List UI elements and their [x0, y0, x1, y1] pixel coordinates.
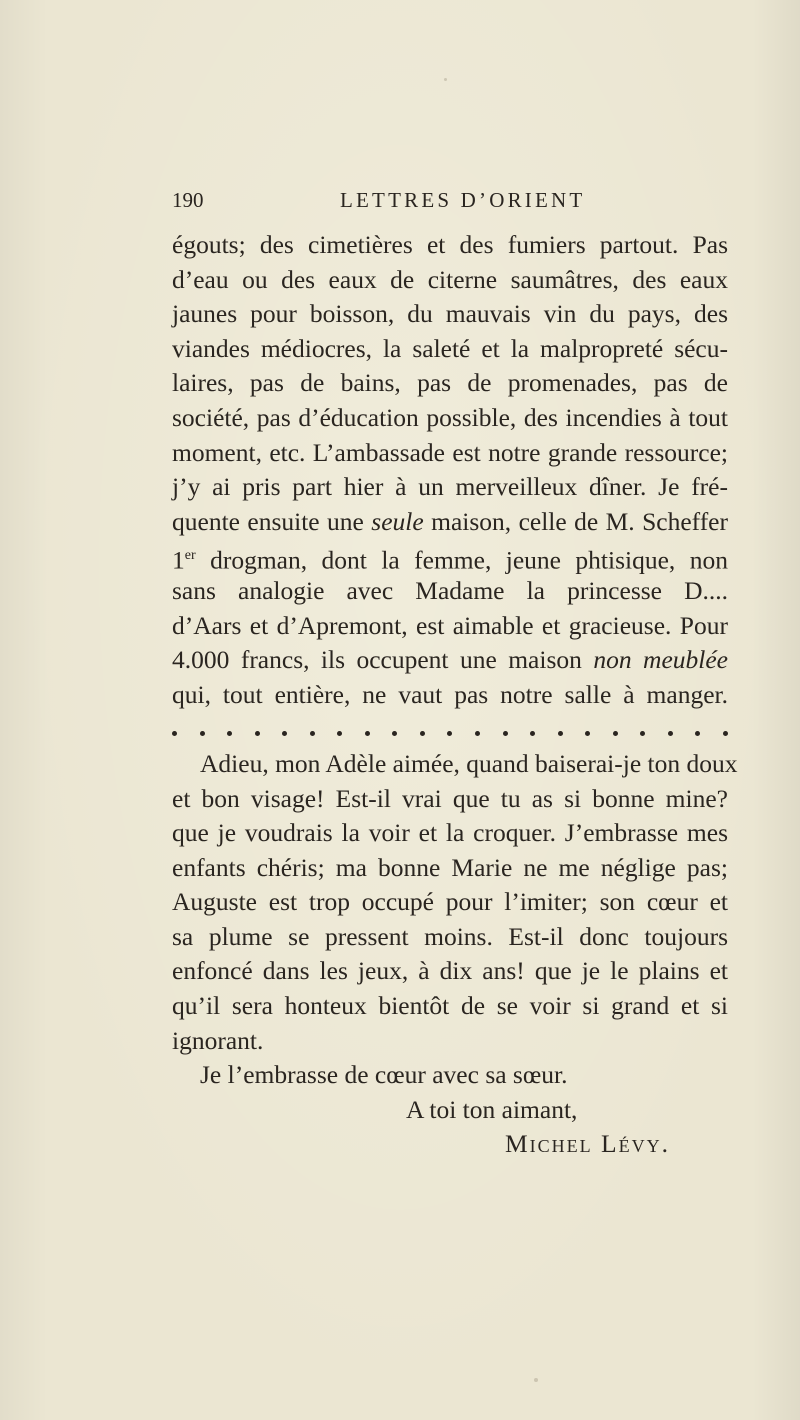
ellipsis-dot	[200, 731, 205, 736]
ellipsis-dot	[282, 731, 287, 736]
text-line	[172, 539, 728, 574]
ellipsis-dot	[172, 731, 177, 736]
text-run: quente ensuite une	[172, 506, 372, 536]
text-line: enfants chéris; ma bonne Marie ne me néglige pas;	[172, 852, 728, 882]
text-line: Auguste est trop occupé pour l’imiter; son cœur et	[172, 887, 728, 917]
text-line: viandes médiocres, la saleté et la malpropreté sécu-	[172, 333, 728, 363]
ellipsis-dot	[447, 731, 452, 736]
text-line: sa plume se pressent moins. Est-il donc toujours	[172, 921, 728, 951]
closing-line: A toi ton aimant,	[406, 1094, 578, 1124]
text-line: qu’il sera honteux bientôt de se voir si grand et si	[172, 991, 728, 1021]
text-line	[172, 643, 728, 678]
paper-spot	[444, 78, 447, 81]
ellipsis-dot	[503, 731, 508, 736]
text-line	[172, 505, 728, 540]
ellipsis-dot	[365, 731, 370, 736]
text-line: d’Aars et d’Apremont, est aimable et gracieuse. Pour	[172, 610, 728, 640]
ellipsis-dot	[723, 731, 728, 736]
italic-phrase: non meublée	[593, 645, 728, 675]
ellipsis-row	[172, 712, 728, 747]
italic-word: seule	[371, 506, 424, 536]
text-line: et bon visage! Est-il vrai que tu as si bonne mine?	[172, 783, 728, 813]
page-header	[172, 188, 728, 220]
text-line: ignorant.	[172, 1025, 264, 1055]
text-line: jaunes pour boisson, du mauvais vin du pays, des	[172, 299, 728, 329]
text-line: qui, tout entière, ne vaut pas notre salle à manger.	[172, 679, 728, 709]
text-line: que je voudrais la voir et la croquer. J’embrasse mes	[172, 818, 728, 848]
ordinal-number: 1	[172, 545, 185, 575]
text-line: d’eau ou des eaux de citerne saumâtres, des eaux	[172, 264, 728, 294]
text-line: laires, pas de bains, pas de promenades, pas de	[172, 368, 728, 398]
text-line: enfoncé dans les jeux, à dix ans! que je le plains et	[172, 956, 728, 986]
ellipsis-dot	[530, 731, 535, 736]
text-line: sans analogie avec Madame la princesse D....	[172, 575, 728, 605]
ellipsis-dot	[392, 731, 397, 736]
page-number: 190	[172, 188, 204, 212]
ellipsis-dot	[227, 731, 232, 736]
ellipsis-dot	[558, 731, 563, 736]
ellipsis-dot	[420, 731, 425, 736]
ordinal-suffix: er	[184, 548, 196, 564]
paper-spot	[534, 1378, 538, 1382]
text-line: Adieu, mon Adèle aimée, quand baiserai-je ton doux	[200, 748, 738, 778]
ellipsis-dot	[475, 731, 480, 736]
ellipsis-dot	[613, 731, 618, 736]
letter-text	[172, 228, 738, 1162]
text-run: maison, celle de M. Scheffer	[423, 506, 728, 536]
ellipsis-dot	[668, 731, 673, 736]
text-run: drogman, dont la femme, jeune phtisique, non	[195, 545, 728, 575]
ellipsis-dot	[695, 731, 700, 736]
text-line: égouts; des cimetières et des fumiers partout. Pas	[172, 230, 728, 259]
ellipsis-dot	[255, 731, 260, 736]
text-run: 4.000 francs, ils occupent une maison	[172, 645, 594, 675]
ellipsis-dot	[585, 731, 590, 736]
ellipsis-dot	[310, 731, 315, 736]
ellipsis-dot	[337, 731, 342, 736]
text-line: moment, etc. L’ambassade est notre grande ressource;	[172, 437, 728, 467]
text-line: j’y ai pris part hier à un merveilleux dîner. Je fré-	[172, 472, 728, 502]
text-line: Je l’embrasse de cœur avec sa sœur.	[200, 1060, 568, 1090]
running-head: LETTRES D’ORIENT	[340, 188, 586, 212]
ellipsis-dot	[640, 731, 645, 736]
text-line: société, pas d’éducation possible, des incendies à tout	[172, 402, 728, 432]
signature: Michel Lévy.	[505, 1129, 670, 1159]
